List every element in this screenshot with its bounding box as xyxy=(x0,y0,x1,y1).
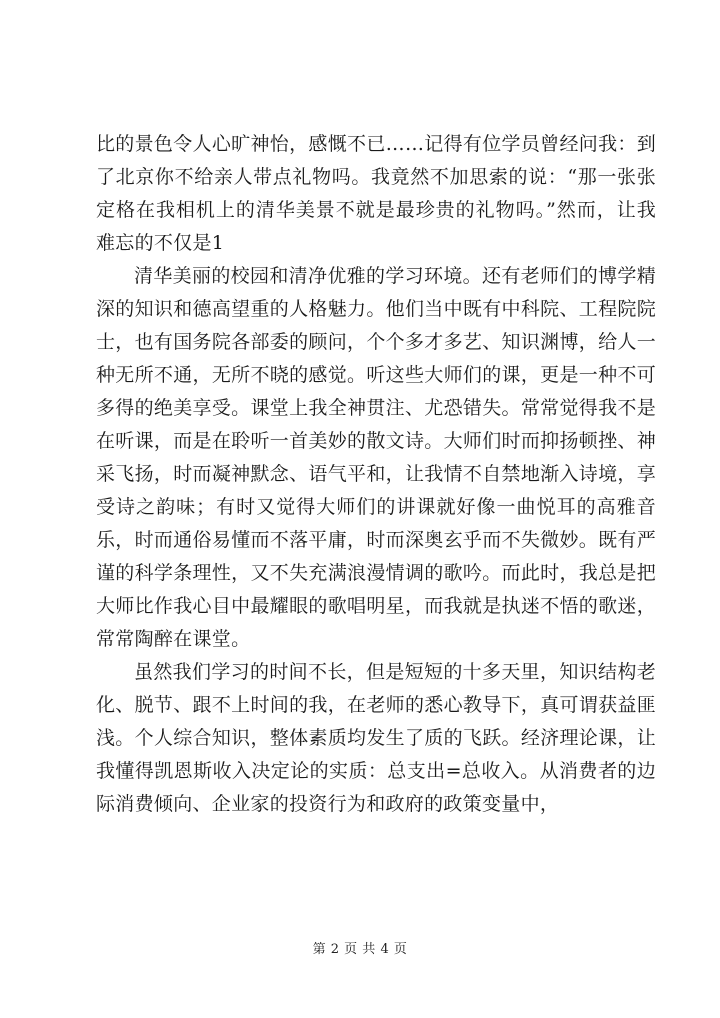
paragraph-3: 虽然我们学习的时间不长，但是短短的十多天里，知识结构老化、脱节、跟不上时间的我，在老师的悉心教导下，真可谓获益匪浅。个人综合知识，整体素质均发生了质的飞跃。经济理论课，让我懂得凯恩斯收入决定论的实质：总支出=总收入。从消费者的边际消费倾向、企业家的投资行为和政府的政策变量中， xyxy=(96,661,656,815)
paragraph-1: 比的景色令人心旷神怡，感慨不已……记得有位学员曾经问我：到了北京你不给亲人带点礼物吗。我竟然不加思索的说：“那一张张定格在我相机上的清华美景不就是最珍贵的礼物吗。”然而，让我难忘的不仅是1 xyxy=(96,133,656,254)
paragraph-2: 清华美丽的校园和清净优雅的学习环境。还有老师们的博学精深的知识和德高望重的人格魅力。他们当中既有中科院、工程院院士，也有国务院各部委的顾问，个个多才多艺、知识渊博，给人一种无所不通，无所不晓的感觉。听这些大师们的课，更是一种不可多得的绝美享受。课堂上我全神贯注、尤恐错失。常常觉得我不是在听课，而是在聆听一首美妙的散文诗。大师们时而抑扬顿挫、神采飞扬，时而凝神默念、语气平和，让我情不自禁地渐入诗境，享受诗之韵味；有时又觉得大师们的讲课就好像一曲悦耳的高雅音乐，时而通俗易懂而不落平庸，时而深奥玄乎而不失微妙。既有严谨的科学条理性，又不失充满浪漫情调的歌吟。而此时，我总是把大师比作我心目中最耀眼的歌唱明星，而我就是执迷不悟的歌迷，常常陶醉在课堂。 xyxy=(96,265,656,650)
document-body xyxy=(96,128,656,821)
page-number-footer: 第 2 页 共 4 页 xyxy=(312,942,408,957)
